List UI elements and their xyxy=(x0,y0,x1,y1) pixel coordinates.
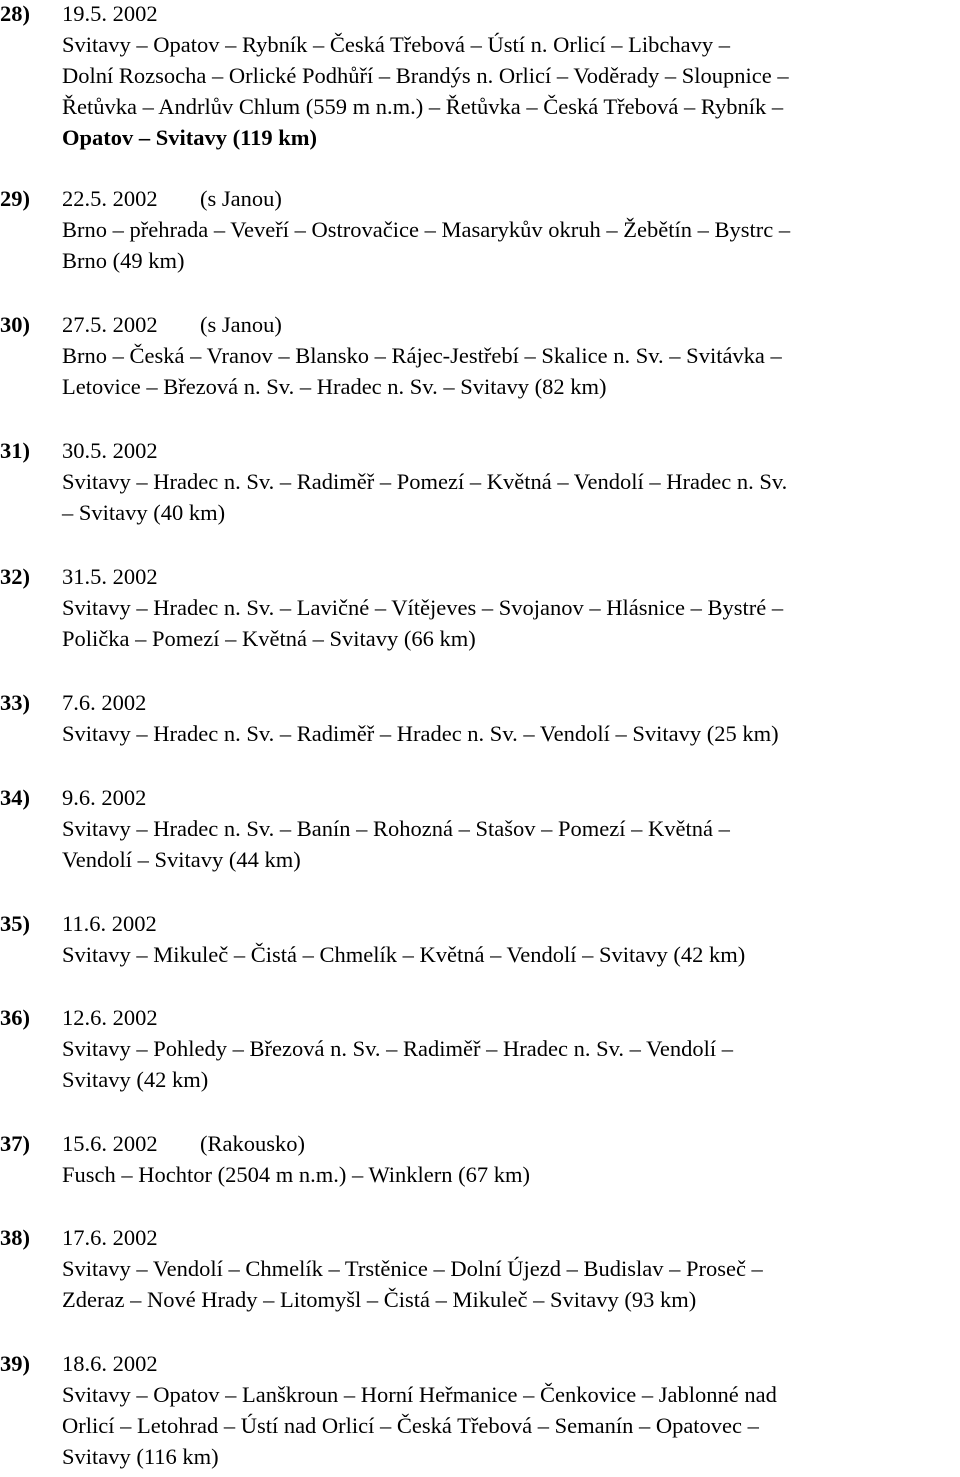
route-line: – Svitavy (40 km) xyxy=(62,500,226,525)
entry-number: 31) xyxy=(0,438,30,463)
entry-number: 34) xyxy=(0,785,30,810)
entry-date: 11.6. 2002 xyxy=(62,911,157,936)
entry-number: 28) xyxy=(0,1,30,26)
entry-number: 35) xyxy=(0,911,30,936)
route-line: Řetůvka – Andrlův Chlum (559 m n.m.) – Řetůvka – Česká Třebová – Rybník – xyxy=(62,94,784,119)
route-line: Svitavy (116 km) xyxy=(62,1444,219,1469)
entry-date: 18.6. 2002 xyxy=(62,1351,158,1376)
route-line: Svitavy – Hradec n. Sv. – Lavičné – Vítějeves – Svojanov – Hlásnice – Bystré – xyxy=(62,595,784,620)
route-line: Svitavy (42 km) xyxy=(62,1067,209,1092)
entry-date: 17.6. 2002 xyxy=(62,1225,158,1250)
route-line: Svitavy – Opatov – Lanškroun – Horní Heřmanice – Čenkovice – Jablonné nad xyxy=(62,1382,777,1407)
route-line: Brno – přehrada – Veveří – Ostrovačice – Masarykův okruh – Žebětín – Bystrc – xyxy=(62,217,791,242)
route-line: Brno – Česká – Vranov – Blansko – Rájec-Jestřebí – Skalice n. Sv. – Svitávka – xyxy=(62,343,782,368)
entry-number: 36) xyxy=(0,1005,30,1030)
entry-number: 29) xyxy=(0,186,30,211)
route-line: Svitavy – Opatov – Rybník – Česká Třebová – Ústí n. Orlicí – Libchavy – xyxy=(62,32,730,57)
route-line: Vendolí – Svitavy (44 km) xyxy=(62,847,301,872)
route-line: Svitavy – Hradec n. Sv. – Radiměř – Hradec n. Sv. – Vendolí – Svitavy (25 km) xyxy=(62,721,779,746)
route-line: Opatov – Svitavy (119 km) xyxy=(62,125,318,150)
entry-date: 15.6. 2002 xyxy=(62,1131,158,1156)
entry-note: (s Janou) xyxy=(200,312,282,337)
entry-date: 31.5. 2002 xyxy=(62,564,158,589)
route-line: Letovice – Březová n. Sv. – Hradec n. Sv. – Svitavy (82 km) xyxy=(62,374,607,399)
route-line: Svitavy – Vendolí – Chmelík – Trstěnice – Dolní Újezd – Budislav – Proseč – xyxy=(62,1256,763,1281)
entry-number: 30) xyxy=(0,312,30,337)
route-line: Svitavy – Pohledy – Březová n. Sv. – Radiměř – Hradec n. Sv. – Vendolí – xyxy=(62,1036,733,1061)
route-line: Brno (49 km) xyxy=(62,248,185,273)
entry-date: 9.6. 2002 xyxy=(62,785,147,810)
entry-number: 39) xyxy=(0,1351,30,1376)
entry-number: 38) xyxy=(0,1225,30,1250)
entry-date: 22.5. 2002 xyxy=(62,186,158,211)
entry-number: 32) xyxy=(0,564,30,589)
entry-date: 19.5. 2002 xyxy=(62,1,158,26)
entry-note: (s Janou) xyxy=(200,186,282,211)
entry-number: 37) xyxy=(0,1131,30,1156)
route-line: Polička – Pomezí – Květná – Svitavy (66 km) xyxy=(62,626,476,651)
route-line: Zderaz – Nové Hrady – Litomyšl – Čistá – Mikuleč – Svitavy (93 km) xyxy=(62,1287,697,1312)
entry-date: 7.6. 2002 xyxy=(62,690,147,715)
route-line: Svitavy – Mikuleč – Čistá – Chmelík – Květná – Vendolí – Svitavy (42 km) xyxy=(62,942,746,967)
route-line: Svitavy – Hradec n. Sv. – Radiměř – Pomezí – Květná – Vendolí – Hradec n. Sv. xyxy=(62,469,788,494)
entry-date: 12.6. 2002 xyxy=(62,1005,158,1030)
entry-date: 30.5. 2002 xyxy=(62,438,158,463)
route-line: Orlicí – Letohrad – Ústí nad Orlicí – Česká Třebová – Semanín – Opatovec – xyxy=(62,1413,759,1438)
entry-note: (Rakousko) xyxy=(200,1131,305,1156)
route-line: Dolní Rozsocha – Orlické Podhůří – Brandýs n. Orlicí – Voděrady – Sloupnice – xyxy=(62,63,789,88)
entry-number: 33) xyxy=(0,690,30,715)
entry-date: 27.5. 2002 xyxy=(62,312,158,337)
route-line: Svitavy – Hradec n. Sv. – Banín – Rohozná – Stašov – Pomezí – Květná – xyxy=(62,816,730,841)
route-line: Fusch – Hochtor (2504 m n.m.) – Winklern (67 km) xyxy=(62,1162,530,1187)
